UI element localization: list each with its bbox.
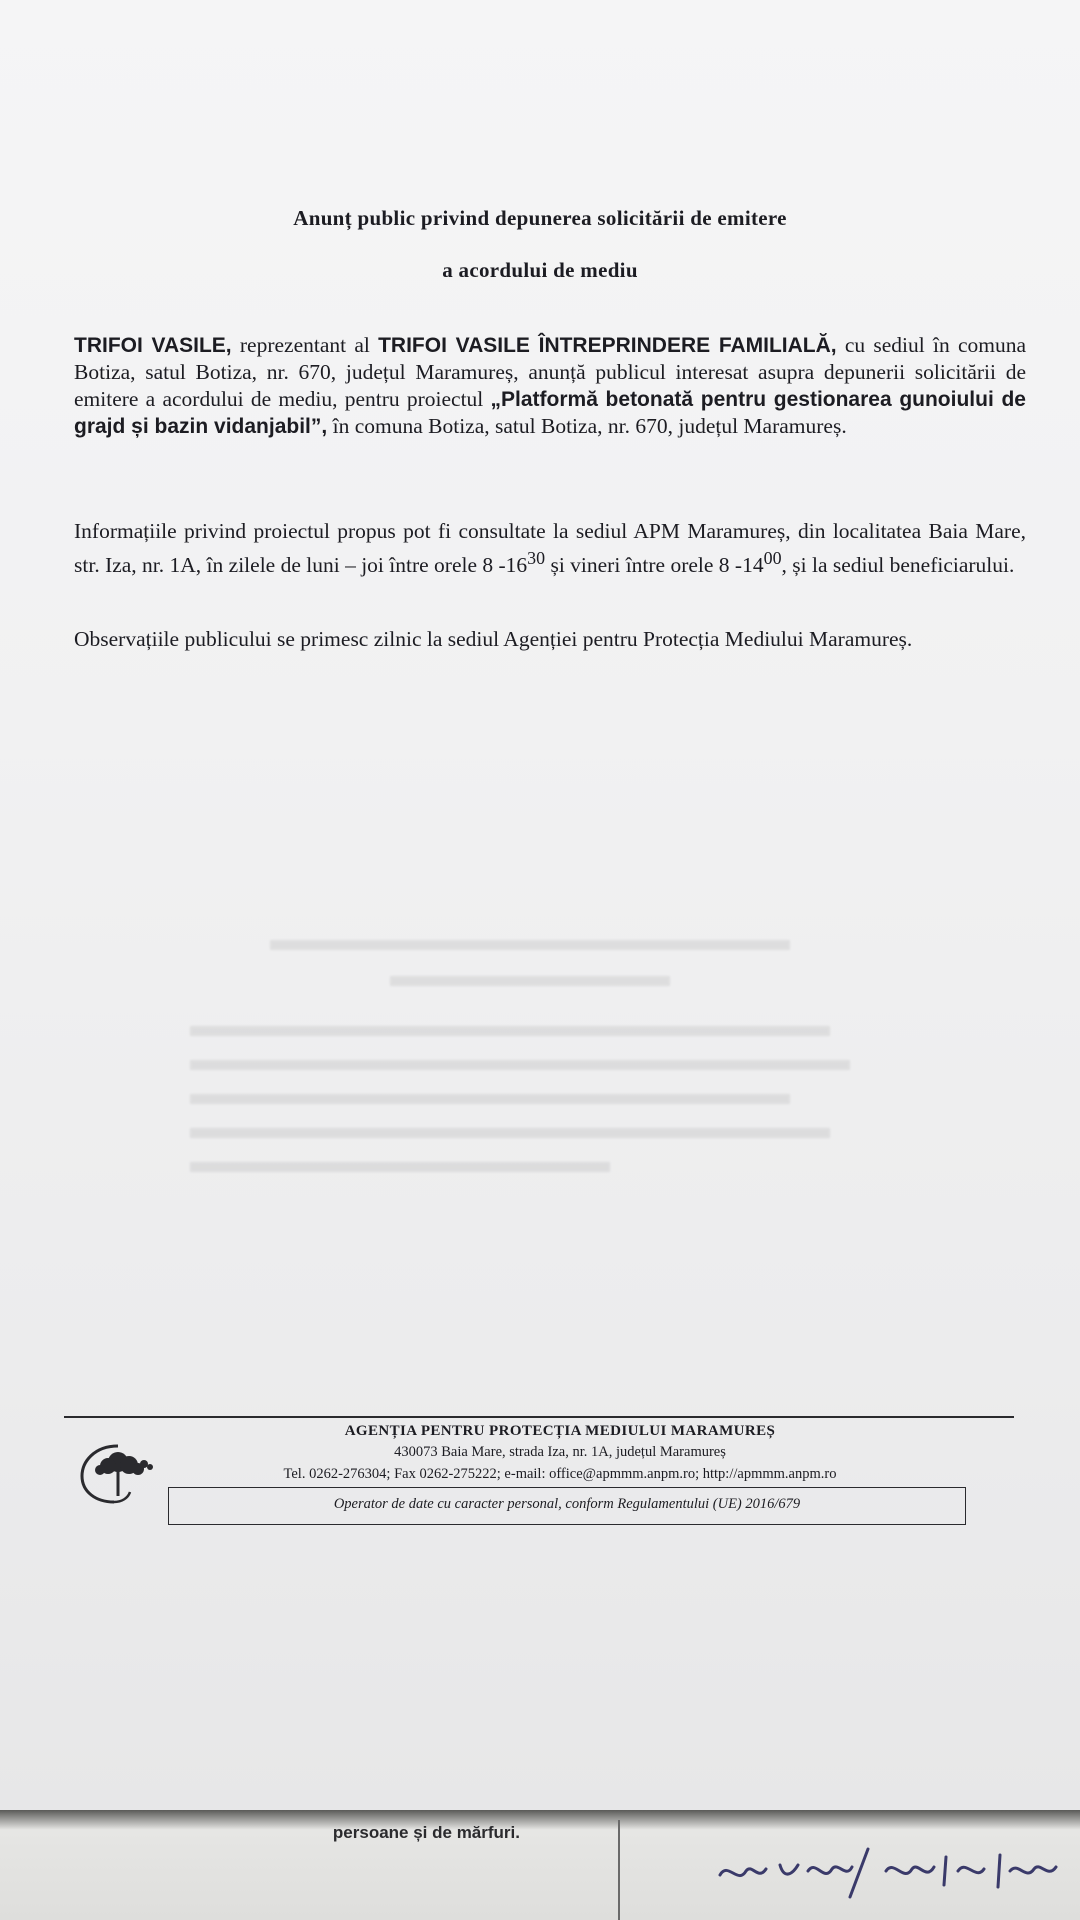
notice-title-line-1: Anunț public privind depunerea solicitării de emitere xyxy=(293,206,787,230)
handwritten-signature-icon xyxy=(700,1835,1080,1905)
agency-logo-icon xyxy=(78,1440,160,1506)
project-name: „Platformă betonată pentru gestionarea gunoiului de grajd și bazin vidanjabil”, xyxy=(74,388,1026,438)
paragraph-applicant xyxy=(74,332,1026,440)
bleed-through-shadow xyxy=(190,940,870,1340)
paragraph-text: cu sediul în comuna Botiza, satul Botiza, nr. 670, județul Maramureș, anunță publicul interesat asupra depunerii solicitării de emitere a acordului de mediu, pentru proiectul xyxy=(74,333,1027,411)
underlying-table-divider xyxy=(618,1820,620,1920)
applicant-name: TRIFOI VASILE, xyxy=(74,334,232,357)
paragraph-consultation xyxy=(74,518,1026,579)
footer-contact: Tel. 0262-276304; Fax 0262-275222; e-mail: office@apmmm.anpm.ro; http://apmmm.anpm.ro xyxy=(283,1466,837,1482)
company-name: TRIFOI VASILE ÎNTREPRINDERE FAMILIALĂ, xyxy=(378,334,837,357)
footer-gdpr-note: Operator de date cu caracter personal, conform Regulamentului (UE) 2016/679 xyxy=(333,1496,801,1512)
paragraph-text: în comuna Botiza, satul Botiza, nr. 670, județul Maramureș. xyxy=(327,414,847,438)
underlying-page-text: persoane și de mărfuri. xyxy=(332,1823,520,1842)
hours-superscript: 00 xyxy=(763,548,782,568)
paragraph-text: Informațiile privind proiectul propus pot fi consultate la sediul APM Maramureș, din localitatea Baia Mare, str. Iza, nr. 1A, în zilele de luni – joi între orele 8 -16 xyxy=(74,519,1026,578)
paragraph-observations: Observațiile publicului se primesc zilnic la sediul Agenției pentru Protecția Mediului Maramureș. xyxy=(74,627,913,651)
footer-address: 430073 Baia Mare, strada Iza, nr. 1A, județul Maramureș xyxy=(394,1444,726,1460)
hours-superscript: 30 xyxy=(527,548,546,568)
paragraph-text: și vineri între orele 8 -14 xyxy=(545,553,764,578)
notice-title-line-2: a acordului de mediu xyxy=(442,258,638,282)
paragraph-text: reprezentant al xyxy=(231,333,379,357)
footer-divider xyxy=(64,1416,1014,1418)
footer-agency-name: AGENȚIA PENTRU PROTECȚIA MEDIULUI MARAMUREȘ xyxy=(344,1423,776,1439)
paragraph-text: , și la sediul beneficiarului. xyxy=(781,553,1015,578)
